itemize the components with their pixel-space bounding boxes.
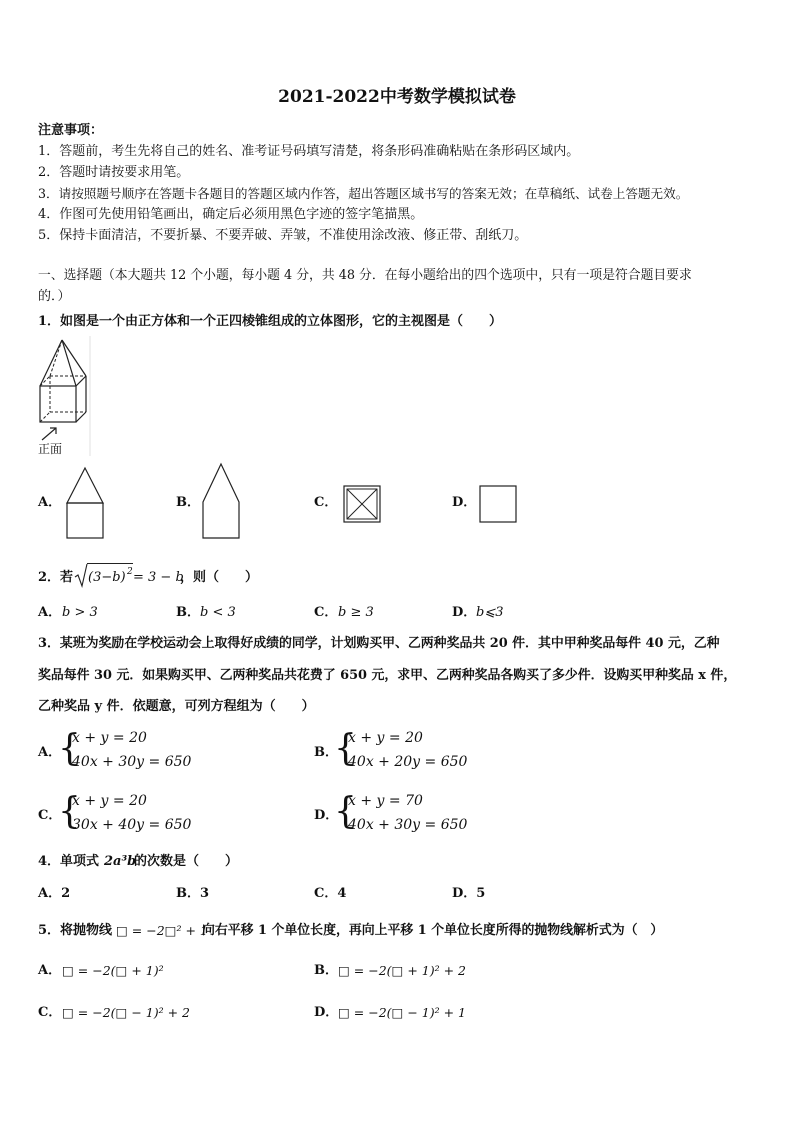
q1-option-a-figure bbox=[64, 466, 108, 540]
q5-option-b-expr: □ = −2(□ + 1)² + 2 bbox=[338, 963, 466, 978]
q1-option-c-label: C． bbox=[314, 495, 338, 510]
q3-option-c-eq2: 30x + 40y = 650 bbox=[72, 817, 192, 833]
q4-stem-prefix: 4．单项式 bbox=[38, 854, 100, 869]
q1-option-b-label: B． bbox=[176, 495, 200, 510]
q3-option-c-eq1: x + y = 20 bbox=[72, 793, 147, 809]
q5-option-d-label: D． bbox=[314, 1005, 339, 1020]
q5-option-a-expr: □ = −2(□ + 1)² bbox=[62, 963, 164, 978]
notice-item-4: 4．作图可先使用铅笔画出，确定后必须用黑色字迹的签字笔描黑。 bbox=[38, 207, 424, 222]
q4-option-c: C．4 bbox=[314, 886, 347, 901]
q2-option-a-label: A． bbox=[38, 605, 62, 620]
q3-stem-line2: 奖品每件 30 元．如果购买甲、乙两种奖品共花费了 650 元，求甲、乙两种奖品各购买了多少件．设购买甲种奖品 x 件， bbox=[38, 668, 737, 683]
q2-stem-prefix: 2．若 bbox=[38, 570, 74, 585]
q2-option-d-label: D． bbox=[452, 605, 477, 620]
section-heading-line1: 一、选择题（本大题共 12 个小题，每小题 4 分，共 48 分．在每小题给出的四个选项中，只有一项是符合题目要求 bbox=[38, 268, 692, 283]
notice-item-1: 1．答题前，考生先将自己的姓名、准考证号码填写清楚，将条形码准确粘贴在条形码区域内。 bbox=[38, 144, 580, 159]
q2-option-b-label: B． bbox=[176, 605, 200, 620]
q3-option-d-label: D． bbox=[314, 808, 339, 823]
q5-stem-suffix: 向右平移 1 个单位长度，再向上平移 1 个单位长度所得的抛物线解析式为（ ） bbox=[202, 923, 664, 938]
q3-option-c-brace: { bbox=[58, 791, 81, 832]
q5-option-b-label: B． bbox=[314, 963, 338, 978]
q2-option-a-expr: b > 3 bbox=[62, 605, 98, 620]
q3-option-d-eq2: 40x + 30y = 650 bbox=[348, 817, 468, 833]
q5-option-c-expr: □ = −2(□ − 1)² + 2 bbox=[62, 1005, 190, 1020]
q1-stem: 1．如图是一个由正方体和一个正四棱锥组成的立体图形，它的主视图是（ ） bbox=[38, 314, 503, 329]
q5-stem-prefix: 5．将抛物线 bbox=[38, 923, 113, 938]
q3-option-d-eq1: x + y = 70 bbox=[348, 793, 423, 809]
q3-stem-line3: 乙种奖品 y 件．依题意，可列方程组为（ ） bbox=[38, 699, 315, 714]
notice-item-3: 3．请按照题号顺序在答题卡各题目的答题区域内作答，超出答题区域书写的答案无效；在草稿纸、试卷上答题无效。 bbox=[38, 186, 689, 201]
q2-exponent: 2 bbox=[127, 567, 133, 577]
q4-option-b: B．3 bbox=[176, 886, 210, 901]
q5-option-a-label: A． bbox=[38, 963, 62, 978]
q2-option-c-expr: b ≥ 3 bbox=[338, 605, 374, 620]
notice-item-5: 5．保持卡面清洁，不要折暴、不要弄破、弄皱，不准使用涂改液、修正带、刮纸刀。 bbox=[38, 228, 528, 243]
q3-option-b-eq2: 40x + 20y = 650 bbox=[348, 754, 468, 770]
q1-option-a-label: A． bbox=[38, 495, 62, 510]
q2-option-d-expr: b⩽3 bbox=[476, 605, 504, 620]
q5-option-d-expr: □ = −2(□ − 1)² + 1 bbox=[338, 1005, 466, 1020]
notice-heading: 注意事项： bbox=[38, 123, 104, 138]
section-heading-line2: 的．） bbox=[38, 289, 71, 304]
q1-option-b-figure bbox=[200, 462, 244, 540]
q2-option-b-expr: b < 3 bbox=[200, 605, 236, 620]
q2-option-c-label: C． bbox=[314, 605, 338, 620]
q3-option-a-brace: { bbox=[58, 728, 81, 769]
q4-option-d: D．5 bbox=[452, 886, 486, 901]
q4-expr: 2a³b bbox=[104, 854, 137, 869]
q1-option-d-figure bbox=[478, 484, 518, 524]
q4-stem-suffix: 的次数是（ ） bbox=[134, 854, 239, 869]
q2-stem-suffix: ，则（ ） bbox=[180, 570, 259, 585]
q4-option-a: A．2 bbox=[38, 886, 71, 901]
q3-option-b-label: B． bbox=[314, 745, 338, 760]
notice-item-2: 2．答题时请按要求用笔。 bbox=[38, 165, 190, 180]
q1-figure-label: 正面 bbox=[38, 442, 63, 456]
q3-option-b-brace: { bbox=[334, 728, 357, 769]
q3-option-a-eq1: x + y = 20 bbox=[72, 730, 147, 746]
q3-option-a-label: A． bbox=[38, 745, 62, 760]
q1-option-c-figure bbox=[342, 484, 382, 524]
q3-option-b-eq1: x + y = 20 bbox=[348, 730, 423, 746]
q2-sqrt-sign bbox=[74, 562, 88, 588]
q5-option-c-label: C． bbox=[38, 1005, 62, 1020]
q3-option-d-brace: { bbox=[334, 791, 357, 832]
q3-option-a-eq2: 40x + 30y = 650 bbox=[72, 754, 192, 770]
page-title: 2021-2022中考数学模拟试卷 bbox=[278, 87, 516, 107]
q1-option-d-label: D． bbox=[452, 495, 477, 510]
q2-radicand: (3−b) bbox=[88, 570, 126, 585]
q3-stem-line1: 3．某班为奖励在学校运动会上取得好成绩的同学，计划购买甲、乙两种奖品共 20 件．其中甲种奖品每件 40 元，乙种 bbox=[38, 636, 720, 651]
q5-stem-expr: □ = −2□² + 1 bbox=[116, 923, 208, 938]
q2-rhs: = 3 − b bbox=[133, 570, 184, 585]
q3-option-c-label: C． bbox=[38, 808, 62, 823]
